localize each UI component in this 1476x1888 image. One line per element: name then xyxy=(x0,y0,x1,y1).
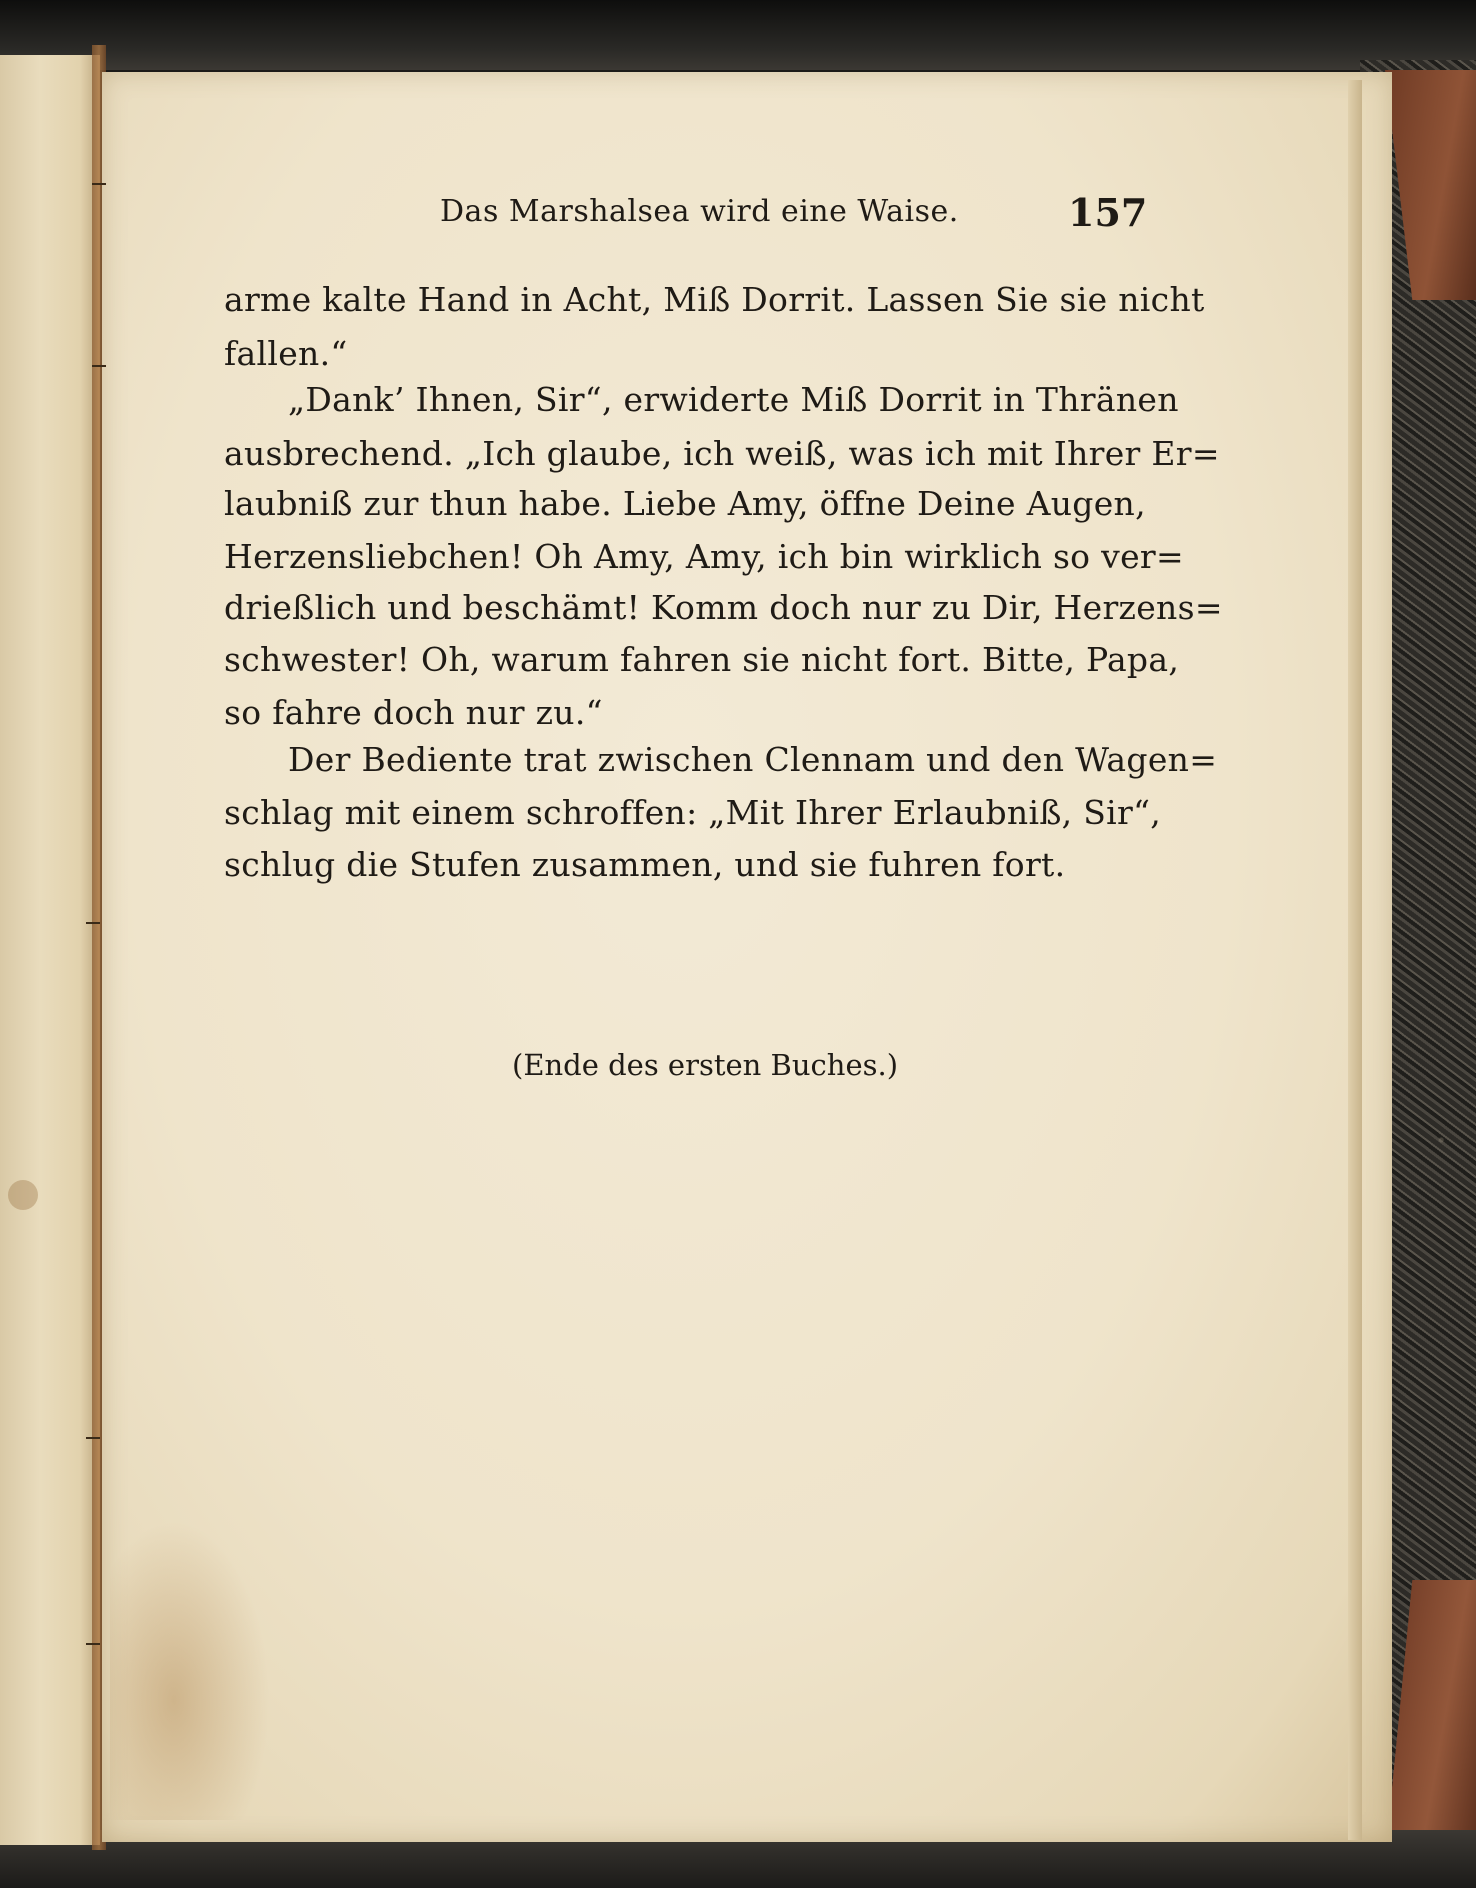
page-edge xyxy=(1348,80,1362,1840)
binding-thread-mark xyxy=(86,1643,100,1645)
running-head: Das Marshalsea wird eine Waise. xyxy=(440,194,959,229)
page-stain xyxy=(110,1520,270,1820)
left-page-edge xyxy=(0,55,100,1845)
end-note: (Ende des ersten Buches.) xyxy=(512,1048,899,1082)
text-line: schwester! Oh, warum fahren sie nicht fort. Bitte, Papa, xyxy=(224,640,1180,679)
text-line: schlag mit einem schroffen: „Mit Ihrer Erlaubniß, Sir“, xyxy=(224,793,1162,832)
text-line: Herzensliebchen! Oh Amy, Amy, ich bin wirklich so ver= xyxy=(224,537,1184,576)
text-line: schlug die Stufen zusammen, und sie fuhren fort. xyxy=(224,845,1066,884)
text-line: „Dank’ Ihnen, Sir“, erwiderte Miß Dorrit in Thränen xyxy=(288,380,1179,419)
stain-mark xyxy=(8,1180,38,1210)
binding-thread-mark xyxy=(92,365,106,367)
binding-thread-mark xyxy=(86,1437,100,1439)
text-line: Der Bediente trat zwischen Clennam und den Wagen= xyxy=(288,740,1218,779)
text-line: drießlich und beschämt! Komm doch nur zu Dir, Herzens= xyxy=(224,588,1223,627)
text-line: so fahre doch nur zu.“ xyxy=(224,693,603,732)
binding-thread-mark xyxy=(86,922,100,924)
text-line: ausbrechend. „Ich glaube, ich weiß, was ich mit Ihrer Er= xyxy=(224,434,1220,473)
text-line: laubniß zur thun habe. Liebe Amy, öffne Deine Augen, xyxy=(224,484,1146,523)
page-number: 157 xyxy=(1068,190,1148,235)
text-line: arme kalte Hand in Acht, Miß Dorrit. Lassen Sie sie nicht xyxy=(224,280,1205,319)
top-board-edge xyxy=(0,0,1476,70)
text-line: fallen.“ xyxy=(224,334,348,373)
binding-thread-mark xyxy=(92,183,106,185)
